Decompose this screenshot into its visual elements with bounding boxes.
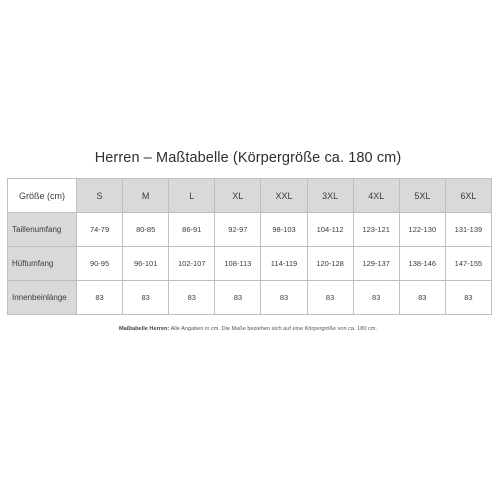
footnote-text: Alle Angaben in cm. Die Maße beziehen sich auf eine Körpergröße von ca. 180 cm. xyxy=(170,326,378,332)
size-header: L xyxy=(169,179,215,213)
table-cell: 122-130 xyxy=(399,213,445,247)
size-chart-table xyxy=(7,178,492,315)
table-cell: 138-146 xyxy=(399,247,445,281)
table-cell: 83 xyxy=(353,281,399,315)
table-row xyxy=(8,281,492,315)
table-cell: 83 xyxy=(123,281,169,315)
row-label: Taillenumfang xyxy=(8,213,77,247)
size-header: 3XL xyxy=(307,179,353,213)
corner-header: Größe (cm) xyxy=(8,179,77,213)
table-cell: 83 xyxy=(215,281,261,315)
table-cell: 131-139 xyxy=(445,213,491,247)
table-cell: 123-121 xyxy=(353,213,399,247)
table-cell: 129-137 xyxy=(353,247,399,281)
table-cell: 120-128 xyxy=(307,247,353,281)
size-header: M xyxy=(123,179,169,213)
table-cell: 104-112 xyxy=(307,213,353,247)
table-cell: 83 xyxy=(445,281,491,315)
table-footnote xyxy=(0,326,496,332)
row-label: Hüftumfang xyxy=(8,247,77,281)
size-header: XL xyxy=(215,179,261,213)
table-cell: 83 xyxy=(261,281,307,315)
table-cell: 83 xyxy=(77,281,123,315)
size-header: 4XL xyxy=(353,179,399,213)
table-cell: 83 xyxy=(169,281,215,315)
row-label: Innenbeinlänge xyxy=(8,281,77,315)
size-header: XXL xyxy=(261,179,307,213)
table-cell: 98-103 xyxy=(261,213,307,247)
table-row xyxy=(8,247,492,281)
table-cell: 80-85 xyxy=(123,213,169,247)
table-cell: 108-113 xyxy=(215,247,261,281)
table-cell: 90-95 xyxy=(77,247,123,281)
size-header: 6XL xyxy=(445,179,491,213)
table-cell: 83 xyxy=(307,281,353,315)
table-cell: 92-97 xyxy=(215,213,261,247)
table-row xyxy=(8,213,492,247)
page-title: Herren – Maßtabelle (Körpergröße ca. 180 cm) xyxy=(94,150,402,166)
table-cell: 96-101 xyxy=(123,247,169,281)
table-cell: 83 xyxy=(399,281,445,315)
table-cell: 102-107 xyxy=(169,247,215,281)
table-cell: 114-119 xyxy=(261,247,307,281)
footnote-label: Maßtabelle Herren: xyxy=(118,326,170,332)
table-cell: 86-91 xyxy=(169,213,215,247)
size-header: 5XL xyxy=(399,179,445,213)
table-header-row xyxy=(8,179,492,213)
table-cell: 147-155 xyxy=(445,247,491,281)
table-cell: 74-79 xyxy=(77,213,123,247)
size-header: S xyxy=(77,179,123,213)
